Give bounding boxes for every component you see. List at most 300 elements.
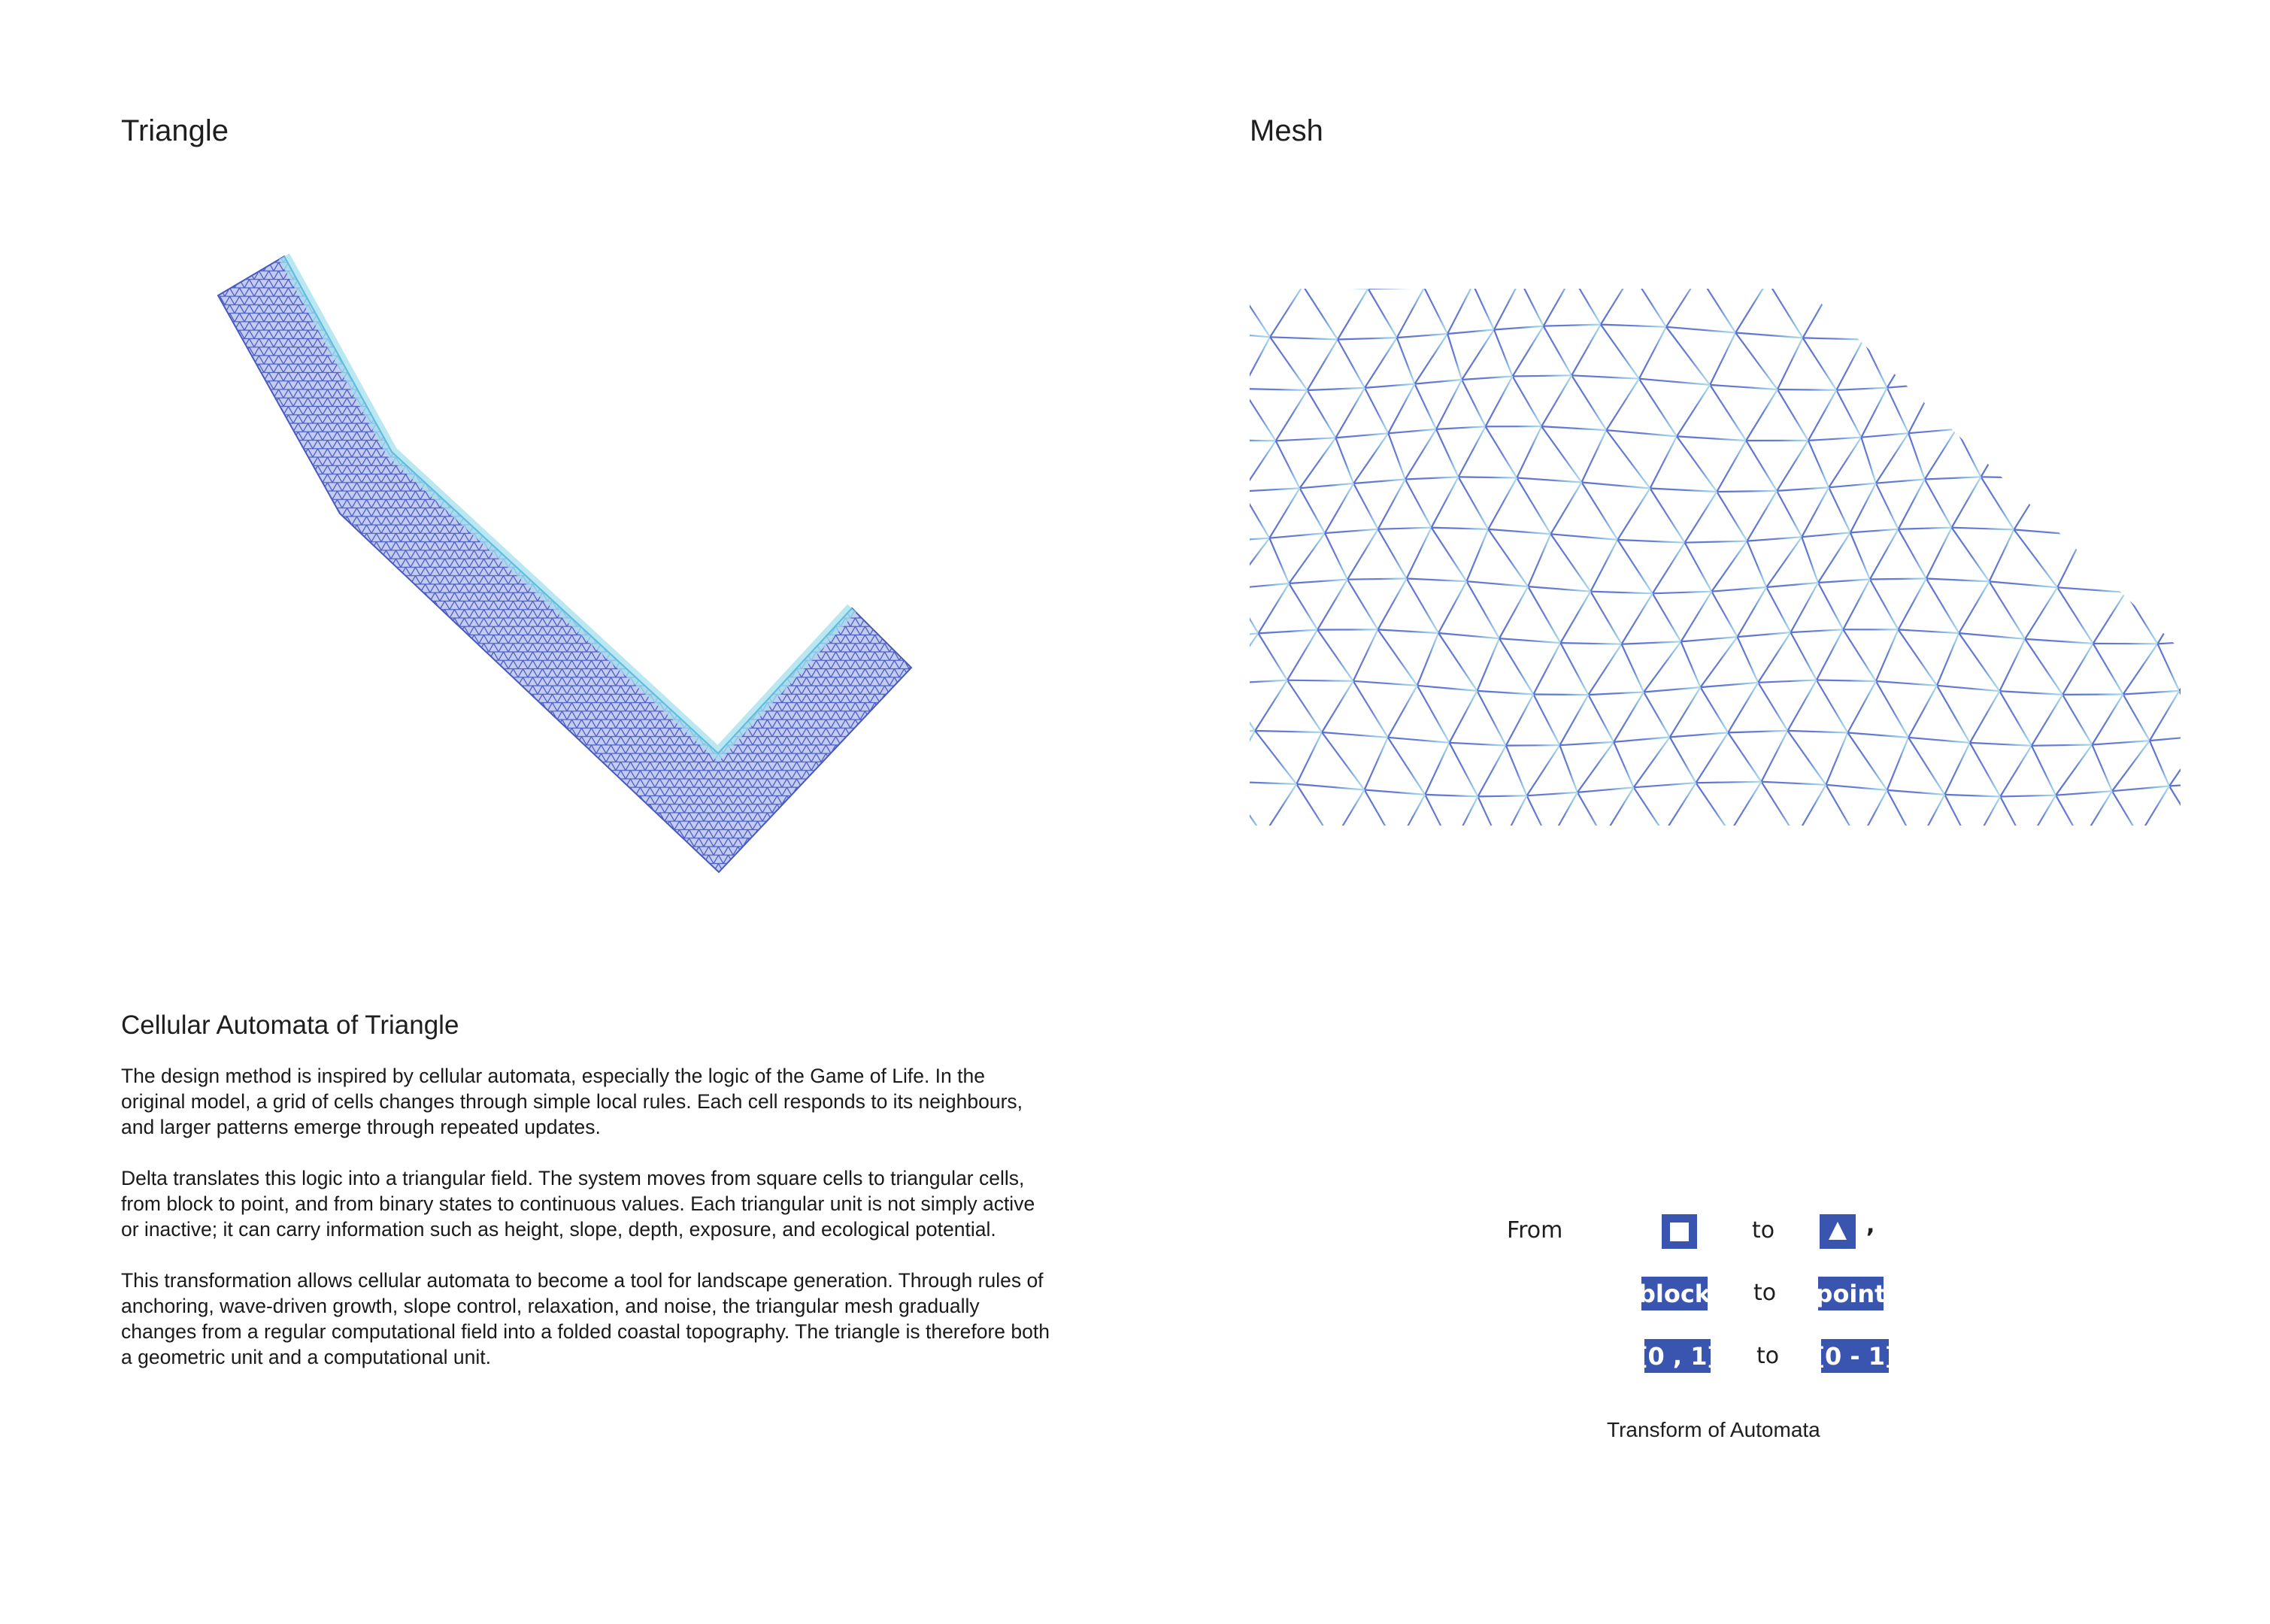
mesh-edge (1289, 583, 1317, 630)
mesh-edge (1817, 629, 1843, 680)
mesh-edge (1308, 390, 1336, 438)
mesh-edge (2056, 795, 2081, 826)
mesh-edge (1768, 289, 1803, 338)
mesh-edge (1981, 426, 2011, 477)
mesh-edge (1527, 795, 1550, 826)
mesh-edge (1527, 792, 1577, 795)
mesh-edge (1614, 742, 1634, 787)
mesh-edge (1276, 441, 1300, 488)
mesh-edge (1601, 325, 1639, 379)
mesh-edge (1696, 782, 1762, 783)
mesh-edge (1717, 441, 1746, 492)
mesh-edge (1415, 380, 1462, 384)
mesh-edge (1717, 491, 1777, 492)
transform-caption: Transform of Automata (1607, 1418, 1820, 1441)
mesh-edge (1528, 586, 1560, 643)
mesh-edge (1499, 586, 1528, 638)
mesh-edge (1887, 384, 1935, 388)
mesh-edge (1582, 483, 1650, 489)
mesh-edge (1836, 390, 1861, 438)
mesh-edge (2000, 797, 2026, 826)
mesh-edge (1990, 529, 2014, 581)
mesh-edge (1926, 579, 1990, 582)
mesh-edge (1477, 691, 1534, 695)
mesh-edge (1802, 487, 1829, 537)
mesh-edge (1405, 480, 1432, 528)
mesh-edge (1762, 731, 1788, 782)
mesh-edge (1425, 743, 1449, 795)
mesh-edge (1701, 687, 1729, 732)
mesh-edge (2123, 695, 2150, 741)
triangle-title: Triangle (121, 114, 229, 147)
mesh-edge (2123, 644, 2158, 694)
mesh-edge (1506, 746, 1527, 796)
mesh-edge (1968, 329, 2020, 334)
mesh-edge (1347, 579, 1407, 580)
mesh-edge (1397, 338, 1415, 384)
mesh-edge (1276, 390, 1308, 441)
mesh-edge (1908, 686, 1937, 738)
mesh-edge (1250, 538, 1269, 589)
mesh-edge (1699, 289, 1736, 333)
mesh-edge (1701, 637, 1738, 687)
mesh-edge (1829, 483, 1876, 488)
mesh-edge (1738, 637, 1759, 683)
mesh-edge (1494, 330, 1513, 377)
mesh-edge (1952, 477, 1981, 527)
mesh-edge (1459, 477, 1489, 529)
mesh-edge (1488, 478, 1517, 529)
mesh-edge (1259, 583, 1290, 633)
mesh-edge (1250, 633, 1259, 683)
mesh-edge (1666, 327, 1735, 333)
mesh-edge (2076, 326, 2107, 376)
from-label: From (1507, 1217, 1563, 1244)
to-label-1: to (1752, 1217, 1775, 1244)
mesh-edge (1317, 580, 1347, 630)
mesh-edge (1937, 633, 1959, 686)
mesh-edge (2074, 427, 2142, 432)
mesh-edge (1617, 489, 1650, 540)
mesh-edge (1863, 289, 1890, 340)
mesh-edge (1560, 592, 1590, 643)
mesh-edge (2158, 593, 2181, 644)
mesh-edge (1639, 379, 1710, 385)
mesh-edge (1863, 340, 1887, 388)
mesh-edge (1758, 680, 1817, 683)
mesh-edge (2143, 380, 2175, 432)
mesh-edge (1981, 477, 2014, 529)
mesh-edge (1639, 379, 1677, 437)
mesh-edge (1650, 489, 1717, 492)
mesh-edge (1970, 691, 2000, 743)
mesh-edge (1681, 641, 1701, 687)
mesh-edge (1405, 477, 1459, 479)
mesh-edge (1899, 629, 1959, 633)
mesh-edge (2150, 736, 2181, 741)
mesh-edge (1287, 630, 1317, 680)
mesh-edge (1788, 731, 1826, 785)
mesh-edge (1263, 784, 1296, 826)
mesh-edge (2153, 541, 2181, 593)
mesh-edge (2057, 587, 2126, 592)
mesh-edge (1368, 289, 1397, 338)
mesh-edge (1788, 680, 1817, 731)
triangle-field-shape (218, 256, 911, 872)
mesh-edge (1738, 632, 1791, 637)
mesh-edge (1405, 429, 1436, 480)
mesh-edge (2112, 791, 2139, 826)
comma-mark: , (1866, 1212, 1875, 1238)
mesh-edge (1447, 334, 1462, 380)
mesh-edge (1934, 380, 1984, 384)
mesh-edge (1250, 492, 1269, 538)
mesh-edge (1681, 592, 1712, 642)
mesh-edge (2041, 326, 2075, 376)
triangle-cell-icon (1820, 1214, 1856, 1249)
mesh-edge (1728, 731, 1787, 733)
mesh-edge (2011, 426, 2075, 427)
mesh-edge (1255, 731, 1296, 784)
mesh-edge (1735, 333, 1802, 338)
mesh-edge (1870, 529, 1899, 580)
mesh-edge (1467, 581, 1500, 638)
mesh-edge (1990, 581, 2026, 639)
mesh-edge (1462, 377, 1512, 380)
mesh-edge (1397, 795, 1426, 826)
mesh-edge (1550, 534, 1617, 540)
mesh-edge (1762, 782, 1826, 785)
mesh-edge (2158, 641, 2181, 644)
mesh-edge (1335, 438, 1353, 483)
mesh-edge (2032, 695, 2062, 746)
mesh-edge (1559, 742, 1614, 745)
mesh-edge (1459, 426, 1486, 477)
mesh-edge (1899, 629, 1937, 685)
mesh-edge (1876, 483, 1899, 529)
mesh-edge (1494, 326, 1544, 330)
mesh-edge (1365, 338, 1397, 388)
mesh-edge (1861, 438, 1876, 483)
mesh-edge (1517, 478, 1581, 483)
mesh-edge (2179, 691, 2181, 736)
mesh-edge (1436, 426, 1486, 429)
mesh-edge (1956, 429, 1981, 477)
mesh-edge (2107, 376, 2175, 380)
mesh-edge (1758, 683, 1787, 731)
paragraph-3: This transformation allows cellular automata to become a tool for landscape generation. Through rules of anchoring, wave-driven growth, slope control, relaxation, and noise, the triangular mesh gradually changes from a regular computational field into a folded coastal topography. The triangle is therefore both a geometric unit and a computational unit. (121, 1269, 1050, 1368)
mesh-edge (2032, 746, 2056, 795)
mesh-edge (2020, 329, 2042, 376)
mesh-edge (2112, 741, 2150, 791)
mesh-edge (1670, 687, 1701, 737)
mesh-edge (1397, 334, 1447, 338)
mesh-edge (1746, 389, 1778, 441)
mesh-edge (1829, 487, 1850, 532)
mesh-edge (1269, 488, 1299, 538)
mesh-edge (1818, 532, 1850, 583)
mesh-edge (1622, 644, 1644, 692)
mesh-edge (1926, 528, 1952, 579)
mesh-edge (1438, 633, 1477, 691)
mesh-edge (1325, 533, 1347, 580)
mesh-edge (1582, 483, 1618, 540)
to-label-3: to (1756, 1343, 1780, 1369)
mesh-edge (1494, 289, 1520, 330)
mesh-edge (1365, 790, 1426, 795)
mesh-edge (2093, 644, 2123, 695)
mesh-edge (2025, 587, 2057, 639)
mesh-edge (1541, 426, 1606, 430)
mesh-edge (1588, 692, 1644, 695)
mesh-edge (1559, 745, 1577, 792)
mesh-edge (1730, 782, 1762, 826)
mesh-edge (1520, 289, 1544, 326)
mesh-edge (1407, 528, 1432, 579)
mesh-edge (1850, 529, 1899, 533)
mesh-edge (1415, 384, 1437, 429)
mesh-edge (1438, 581, 1466, 633)
mesh-edge (2107, 376, 2143, 432)
mesh-edge (2168, 289, 2181, 328)
mesh-edge (1870, 580, 1899, 630)
mesh-edge (2169, 736, 2181, 786)
mesh-edge (1999, 691, 2032, 746)
mesh-edge (1836, 388, 1887, 390)
mesh-edge (1802, 537, 1818, 583)
mesh-edge (1677, 385, 1710, 437)
mesh-edge (1778, 389, 1837, 390)
mesh-edge (1270, 289, 1303, 337)
mesh-edge (1499, 638, 1533, 694)
mesh-edge (1417, 633, 1438, 686)
mesh-edge (1870, 579, 1926, 580)
mesh-edge (1766, 587, 1790, 632)
mesh-edge (2025, 639, 2093, 644)
mesh-edge (1970, 743, 2032, 746)
mesh-edge (1544, 289, 1572, 326)
mesh-edge (1438, 633, 1499, 638)
mesh-edge (1632, 289, 1666, 327)
mesh-edge (1517, 426, 1541, 477)
mesh-edge (2014, 529, 2084, 535)
mesh-edge (2076, 325, 2137, 326)
mesh-figure (1250, 289, 2181, 826)
square-cell-icon (1662, 1214, 1697, 1249)
mesh-edge (1388, 429, 1436, 433)
mesh-edge (2139, 786, 2169, 826)
mesh-edge (1378, 529, 1407, 579)
to-label-2: to (1753, 1280, 1777, 1306)
block-chip: block (1641, 1277, 1708, 1310)
mesh-edge (1559, 695, 1588, 745)
mesh-edge (1269, 538, 1289, 583)
mesh-edge (1486, 426, 1517, 477)
mesh-edge (1353, 681, 1388, 738)
mesh-edge (1571, 325, 1601, 376)
mesh-edge (1843, 629, 1876, 681)
mesh-edge (1335, 433, 1388, 438)
mesh-edge (1984, 329, 2020, 380)
mesh-edge (2175, 380, 2181, 438)
mesh-edge (1407, 579, 1467, 582)
mesh-edge (1544, 326, 1572, 376)
mesh-edge (1270, 337, 1338, 339)
mesh-edge (1677, 436, 1746, 441)
mesh-edge (1397, 289, 1424, 338)
mesh-edge (1847, 733, 1887, 790)
mesh-edge (2084, 535, 2154, 541)
mesh-edge (1984, 376, 2042, 380)
mesh-edge (2020, 326, 2076, 329)
mesh-edge (1560, 643, 1588, 695)
mesh-edge (1850, 483, 1876, 533)
mesh-edge (1527, 745, 1560, 795)
mesh-edge (1670, 737, 1696, 783)
mesh-edge (1803, 338, 1837, 389)
mesh-edge (1270, 337, 1308, 390)
mesh-edge (1296, 784, 1333, 826)
mesh-edge (2137, 325, 2175, 380)
mesh-edge (1477, 691, 1506, 746)
mesh-edge (2126, 541, 2154, 592)
mesh-edge (1791, 629, 1844, 632)
mesh-edge (1959, 633, 1999, 691)
mesh-edge (1685, 492, 1717, 543)
mesh-edge (2046, 478, 2084, 535)
mesh-edge (1462, 380, 1485, 426)
mesh-edge (1590, 592, 1621, 644)
mesh-edge (1528, 534, 1550, 586)
mesh-edge (1826, 733, 1847, 785)
mesh-edge (1601, 325, 1666, 327)
mesh-edge (2057, 535, 2084, 587)
mesh-edge (1717, 492, 1747, 541)
mesh-edge (1486, 377, 1513, 427)
mesh-edge (1365, 738, 1388, 790)
mesh-edge (1762, 782, 1796, 826)
mesh-edge (1300, 483, 1354, 488)
mesh-edge (1899, 480, 1925, 529)
mesh-edge (1571, 375, 1639, 378)
mesh-edge (1959, 581, 1989, 633)
mesh-edge (1541, 375, 1571, 426)
mesh-edge (1917, 289, 1944, 338)
mesh-edge (1287, 680, 1353, 681)
mesh-edge (1944, 289, 1968, 334)
mesh-edge (1710, 333, 1735, 385)
mesh-edge (1308, 340, 1338, 391)
mesh-edge (1450, 743, 1478, 797)
mesh-edge (1388, 384, 1414, 434)
mesh-edge (1968, 334, 1984, 380)
mesh-edge (1550, 483, 1581, 535)
mesh-edge (1677, 436, 1717, 492)
mesh-edge (1990, 581, 2058, 587)
mesh-edge (2112, 786, 2169, 792)
mesh-edge (1436, 429, 1459, 477)
mesh-edge (1308, 388, 1365, 390)
mesh-edge (1639, 327, 1666, 379)
mesh-edge (1622, 641, 1681, 644)
mesh-edge (1365, 384, 1415, 388)
mesh-edge (1606, 379, 1639, 430)
mesh-edge (1735, 333, 1778, 390)
mesh-edge (1802, 532, 1850, 537)
mesh-edge (1917, 334, 1968, 338)
mesh-edge (1550, 534, 1590, 591)
mesh-edge (1287, 680, 1322, 732)
paragraph-1: The design method is inspired by cellular automata, especially the logic of the Game of Life. In the original model, a grid of cells changes through simple local rules. Each cell responds to its neighbours, and larger patterns emerge through repeated updates. (121, 1065, 1023, 1138)
mesh-edge (1250, 589, 1259, 634)
mesh-edge (1601, 289, 1632, 325)
mesh-edge (1685, 541, 1747, 543)
mesh-edge (1777, 487, 1829, 491)
mesh-edge (2026, 795, 2056, 826)
mesh-edge (1847, 681, 1876, 733)
mesh-edge (2137, 325, 2181, 328)
mesh-edge (1378, 528, 1432, 529)
mesh-edge (1250, 389, 1276, 441)
mesh-edge (1925, 480, 1952, 528)
mesh-edge (2126, 592, 2181, 593)
mesh-edge (1300, 438, 1336, 488)
mesh-edge (1696, 783, 1730, 826)
mesh-edge (1847, 733, 1908, 738)
mesh-edge (1322, 681, 1353, 732)
mesh-edge (1588, 644, 1621, 695)
mesh-edge (1758, 632, 1790, 683)
mesh-edge (1588, 695, 1614, 742)
mesh-edge (1424, 289, 1447, 334)
mesh-edge (1956, 426, 2011, 429)
mesh-edge (1513, 326, 1544, 377)
mesh-edge (1269, 533, 1325, 538)
mesh-edge (1533, 695, 1559, 746)
mesh-edge (1347, 580, 1378, 630)
mesh-edge (1353, 629, 1378, 680)
mesh-edge (1378, 629, 1417, 685)
mesh-edge (2049, 289, 2076, 326)
mesh-edge (1887, 790, 1945, 795)
mesh-edge (2062, 695, 2092, 745)
mesh-edge (1250, 389, 1308, 390)
mesh-edge (2153, 489, 2181, 541)
mesh-edge (1488, 529, 1528, 586)
mesh-edge (1887, 790, 1917, 826)
mesh-edge (1728, 732, 1761, 781)
mesh-edge (1908, 738, 1944, 795)
mesh-edge (1462, 330, 1494, 380)
mesh-edge (1925, 429, 1956, 480)
mesh-edge (1533, 643, 1560, 694)
mesh-edge (1617, 540, 1653, 593)
mesh-edge (1432, 477, 1459, 527)
mesh-edge (1614, 737, 1670, 742)
mesh-edge (1255, 731, 1322, 732)
mesh-edge (1956, 380, 1984, 429)
mesh-edge (2092, 741, 2150, 744)
mesh-edge (1887, 338, 1917, 388)
mesh-edge (1701, 683, 1759, 687)
mesh-edge (1968, 289, 1996, 334)
mesh-edge (1891, 289, 1917, 338)
mesh-edge (1322, 732, 1365, 790)
mesh-edge (2143, 432, 2181, 489)
mesh-edge (1937, 686, 1999, 691)
mesh-edge (1850, 532, 1870, 579)
mesh-edge (1347, 529, 1378, 580)
